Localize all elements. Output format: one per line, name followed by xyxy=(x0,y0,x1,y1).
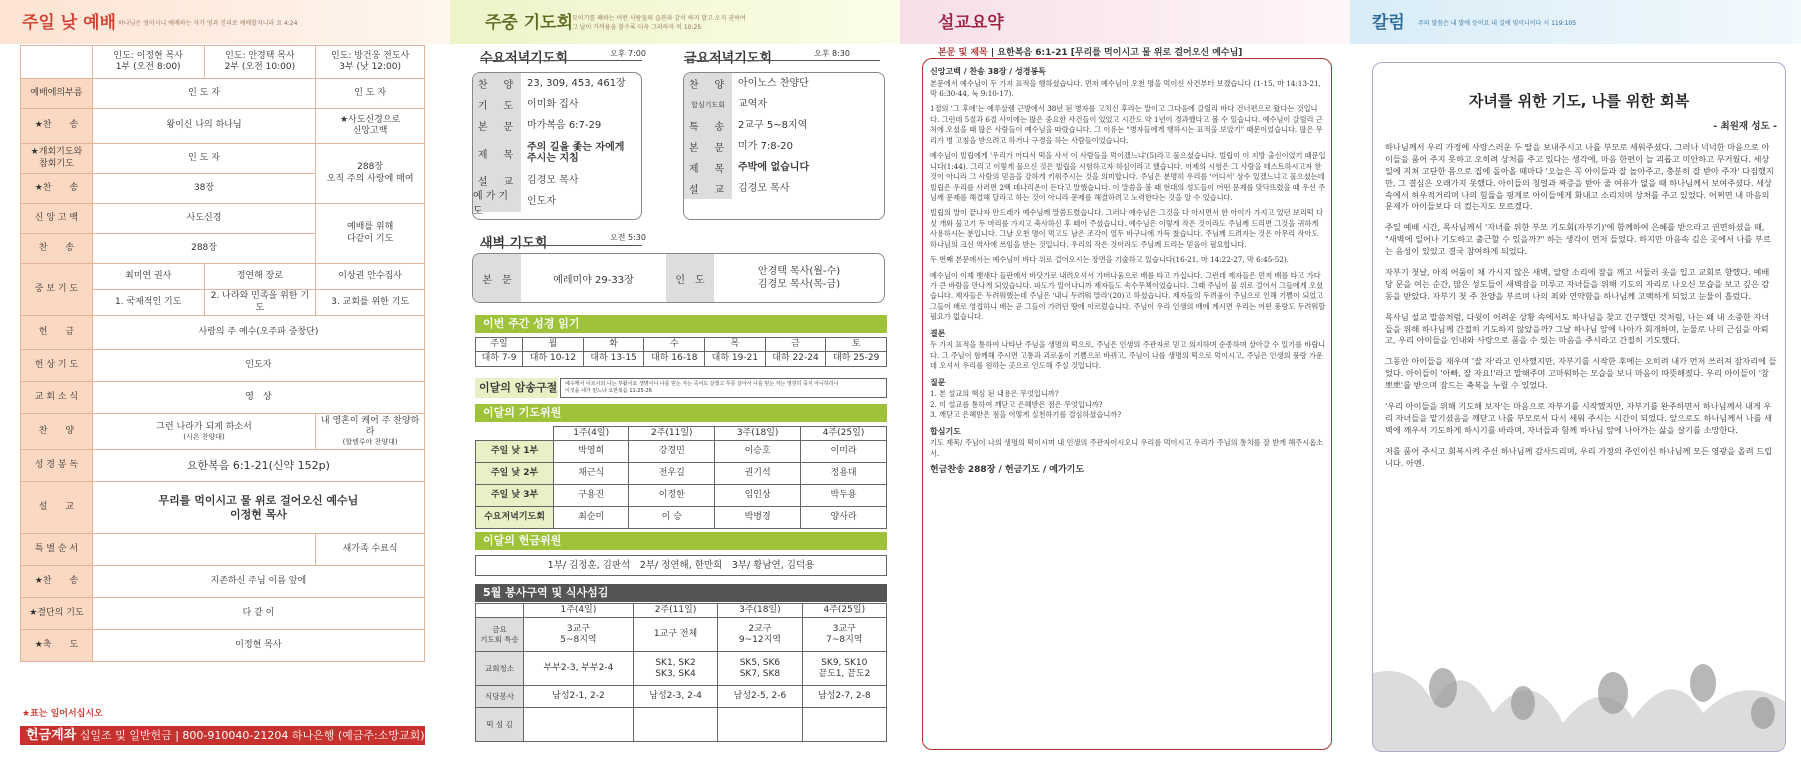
row-label: 주일 낮 3부 xyxy=(476,485,554,507)
line: 떡 섬 김 xyxy=(486,720,513,730)
info-row xyxy=(684,94,884,115)
bible-reading: 대하 13-15 xyxy=(583,352,644,366)
row-label: ★찬 송 xyxy=(21,174,93,204)
line: 예수께서 이르시되 나는 부활이요 생명이니 나를 믿는 자는 죽어도 살겠고 무릇 살아서 나를 믿는 자는 영원히 죽지 아니하리니 xyxy=(565,381,839,387)
row-label: 교 회 소 식 xyxy=(21,382,93,414)
sermon-value xyxy=(92,482,424,534)
row-label: 신 앙 고 백 xyxy=(21,204,93,234)
prayer-committee-title: 이달의 기도위원 xyxy=(475,404,887,422)
info-row xyxy=(684,136,884,157)
worship-title: 주일 낮 예배 xyxy=(22,13,116,33)
service-table xyxy=(475,603,887,742)
divider xyxy=(684,60,880,61)
row-value: 사도신경 xyxy=(92,204,315,234)
table-cell xyxy=(718,708,802,742)
bible-reading: 대하 19-21 xyxy=(705,352,766,366)
divider xyxy=(480,245,642,246)
line: 김경모 목사(목-금) xyxy=(757,279,841,290)
table-cell xyxy=(633,652,717,686)
row-label xyxy=(476,708,524,742)
bible-day: 월 xyxy=(523,338,584,352)
section-heading: 합심기도 xyxy=(930,426,961,436)
line: SK7, SK8 xyxy=(739,668,781,679)
tulip-shape xyxy=(1751,697,1775,729)
row-value: 사랑의 주 예수(오주파 중창단) xyxy=(92,316,424,350)
row-label: ★찬 송 xyxy=(21,109,93,144)
memory-title: 이달의 암송구절 xyxy=(475,378,558,398)
bible-table xyxy=(475,337,887,367)
line: 신앙고백 xyxy=(352,126,388,136)
blank-cell xyxy=(476,604,524,618)
info-row xyxy=(684,73,884,94)
row-label: 예배에의부름 xyxy=(21,79,93,109)
dawn-title: 새벽 기도회 xyxy=(480,236,548,251)
line: (할렐루야 찬양대) xyxy=(342,438,398,447)
prayer-name: 정연해 장로 xyxy=(204,264,316,290)
row-label xyxy=(476,652,524,686)
row-value: 인 도 자 xyxy=(316,79,425,109)
section-heading: 신앙고백 / 찬송 38장 / 성경봉독 xyxy=(930,67,1046,76)
table-cell xyxy=(524,708,634,742)
service-2-head xyxy=(204,46,316,79)
info-key: 찬 양 xyxy=(473,73,521,94)
info-key: 본 문 xyxy=(473,115,521,136)
table-row xyxy=(476,618,887,652)
line: 남성2-5, 2-6 xyxy=(733,691,787,702)
column-subtitle: 주의 말씀은 내 발에 등이요 내 길에 빛이니이다 시 119:105 xyxy=(1418,20,1577,27)
info-key: 설 교 xyxy=(684,178,732,199)
table-cell: 채근식 xyxy=(554,463,629,485)
table-cell: 전우길 xyxy=(629,463,715,485)
prayer-subtitle-2: 그 날이 가까움을 볼수록 더욱 그리하자 히 10:25 xyxy=(572,24,702,31)
row-label: 헌 상 기 도 xyxy=(21,350,93,382)
column-head: 3주(18일) xyxy=(715,427,801,441)
wed-time: 오후 7:00 xyxy=(610,49,646,58)
line: 다같이 기도 xyxy=(346,233,394,244)
row-value: 인도자 xyxy=(92,350,424,382)
fri-box xyxy=(683,72,885,220)
line: 그런 나라가 되게 하소서 xyxy=(156,421,252,432)
table-row xyxy=(476,708,887,742)
paragraph: 저를 품어 주시고 회복시켜 주신 하나님께 감사드리며, 우리 가정의 주인이신 하나님께 모든 영광을 올려 드립니다. 아멘. xyxy=(1385,445,1773,468)
prayer-subtitle-1: 모이기를 폐하는 어떤 사람들의 습관과 같이 하지 말고 오직 권하여 xyxy=(572,15,746,22)
table-row xyxy=(476,485,887,507)
line: 남성2-7, 2-8 xyxy=(818,691,871,702)
worship-subtitle: 하나님은 영이시니 예배하는 자가 영과 진리로 예배할지니라 요 4:24 xyxy=(118,20,298,27)
tulip-shape xyxy=(1690,664,1716,702)
line: (시온 찬양대) xyxy=(183,432,225,441)
row-label: ★축 도 xyxy=(21,630,93,662)
bible-day: 화 xyxy=(583,338,644,352)
table-row xyxy=(476,427,887,441)
table-cell: 최순미 xyxy=(554,507,629,529)
row-label xyxy=(476,686,524,708)
memory-box xyxy=(560,378,887,398)
offering-committee-title: 이달의 헌금위원 xyxy=(475,532,887,550)
service-1-head xyxy=(92,46,204,79)
table-cell xyxy=(802,708,886,742)
row-label: 중 보 기 도 xyxy=(21,264,93,316)
prayer-committee-table xyxy=(475,426,887,529)
table-cell xyxy=(633,708,717,742)
dawn-text: 예레미야 29-33장 xyxy=(553,274,634,286)
sub-text: | 요한복음 6:1-21 [무리를 먹이시고 물 위로 걸어오신 예수님] xyxy=(987,48,1243,58)
bible-day: 목 xyxy=(705,338,766,352)
info-row xyxy=(684,115,884,136)
info-line: 주의 길을 좇는 자에게 xyxy=(527,141,625,153)
divider xyxy=(480,60,642,61)
sermon-title: 설교요약 xyxy=(938,13,1004,33)
line: ★사도신경으로 xyxy=(340,114,401,125)
table-cell: 구용진 xyxy=(554,485,629,507)
worship-header xyxy=(0,0,450,44)
paragraph: '우리 아이들을 위해 기도해 보자'는 마음으로 자부기를 시작했지만, 자부기를 완주하면서 하나님께서 내게 우리 자녀들을 맡기셨음을 깨닫고 나를 부모로서 다시 세워 주시는 시간이 되었다. 앞으로도 하나님께서 나를 새벽에 깨우셔 기도하게 하시기를 바라며, 자녀들과 함께 하나님 앞에 나아가는 삶을 살기를 소망한다. xyxy=(1385,401,1773,435)
paragraph: 예수님이 이제 벳새다 들판에서 바닷가로 내려오셔서 가버나움으로 배를 타고 가십니다. 그런데 제자들은 먼저 배를 타고 가다가 큰 바람을 만나게 되었습니다. 파도가 일어나니까 제자들도 속수무책이었습니다. 그때 주님이 물 위로 걸어서 그들에게 오셨습니다. 제자들은 두려워했는데 주님은 '내니 두려워 말라'(20)고 하셨습니다. 제자들의 두려움이 주님으로 인해 기쁨이 되었고 그들이 배로 영접하니 배는 곧 그들이 가려던 땅에 이르렀습니다. 주님이 우리 인생의 배에 계시면 우리는 어떤 풍랑도 두려워할 필요가 없습니다. xyxy=(930,270,1326,322)
row-value: 인 도 자 xyxy=(92,79,315,109)
paragraph: 하나님께서 우리 가정에 사랑스러운 두 딸을 보내주시고 나를 부모로 세워주셨다. 그러나 넉넉한 마음으로 아이들을 품어 주지 못하고 오히려 상처를 주고 있다는 생각에, 마음 한편이 늘 괴롭고 미안하고 무거웠다. 세상일에 지쳐 고단한 몸으로 집에 돌아올 때마다 '오늘은 꼭 아이들과 잘 놀아주고, 충분히 잘 받아 주자' 다짐했지만, 그 결심은 오래가지 못했다. 아이들의 칭얼과 짜증을 받아 줄 여유가 없을 때 하나님께서 보여주셨다. 세상 속에서 허우적거리며 나의 힘듦을 핑계로 아이들에게 화내고 소리치며 상처를 주고 있었다. 어쩌면 내 마음의 문제가 아이들보다 더 컸는지도 모르겠다. xyxy=(1385,142,1774,212)
info-line: 주시는 지침 xyxy=(527,153,579,164)
paragraph: 기도 제목/ 주님이 나의 생명의 떡이시며 내 인생의 주관자이시오니 우리를 먹이시고 우리가 주님의 통치를 잘 받게 해주시옵소서. xyxy=(930,438,1324,458)
table-cell: 박두용 xyxy=(801,485,887,507)
column-head: 1주(4일) xyxy=(524,604,634,618)
row-label: 수요저녁기도회 xyxy=(476,507,554,529)
sermon-footer: 헌금찬송 288장 / 헌금기도 / 예가기도 xyxy=(930,465,1085,476)
row-label: 특 별 순 서 xyxy=(21,534,93,566)
info-value: 김경모 목사 xyxy=(527,174,579,186)
service-3-head xyxy=(316,46,425,79)
row-value: 지존하신 주님 이름 앞에 xyxy=(92,566,424,598)
bible-reading: 대하 16-18 xyxy=(644,352,705,366)
table-cell: 이 승 xyxy=(629,507,715,529)
info-key: 합심기도회 xyxy=(684,94,732,115)
bible-reading: 대하 7-9 xyxy=(476,352,523,366)
prayer-topic: 3. 교회를 위한 기도 xyxy=(316,290,425,316)
row-value xyxy=(316,109,425,144)
table-cell xyxy=(802,652,886,686)
paragraph: 본문에서 예수님이 두 가지 표적을 행하셨습니다. 먼저 예수님이 오천 명을 먹이신 사건부터 보겠습니다 (1-15, 마 14:13-21, 막 6:30-44, 눅 9:10-17). xyxy=(930,78,1321,99)
table-row xyxy=(476,652,887,686)
dawn-leaders xyxy=(714,265,884,291)
row-label: 성 경 봉 독 xyxy=(21,450,93,482)
table-cell xyxy=(633,618,717,652)
dawn-key: 본 문 xyxy=(473,254,521,302)
column-head: 3주(18일) xyxy=(718,604,802,618)
paragraph: 주일 예배 시간, 목사님께서 '자녀를 위한 부모 기도회(자부기)'에 함께하여 은혜를 받으라고 권면하셨을 때, "새벽에 일어나 기도하고 출근할 수 있을까?" 하는 생각이 먼저 들었다. 하지만 마음속 깊은 곳에서 나를 부르는 음성이 있었고 결국 참여하게 되었다. xyxy=(1385,222,1771,257)
line: 금요 xyxy=(492,625,507,635)
table-cell xyxy=(633,686,717,708)
table-cell xyxy=(524,686,634,708)
table-row xyxy=(476,463,887,485)
wed-box xyxy=(472,72,642,220)
info-value: 마가복음 6:7-29 xyxy=(527,119,602,131)
line: 288장 xyxy=(357,162,384,173)
info-row xyxy=(473,115,641,136)
blank-cell xyxy=(476,427,554,441)
info-key: 제 목 xyxy=(473,136,521,170)
info-row xyxy=(684,157,884,178)
leader-3: 인도: 방건웅 전도사 xyxy=(330,50,410,61)
table-row xyxy=(476,507,887,529)
line: 참회기도 xyxy=(39,158,74,169)
bible-title: 이번 주간 성경 읽기 xyxy=(475,315,887,333)
info-key: 특 송 xyxy=(684,115,732,136)
line: 예배를 위해 xyxy=(346,222,394,233)
section-heading: 결론 xyxy=(930,328,946,338)
table-cell: 박영희 xyxy=(554,441,629,463)
info-row xyxy=(473,94,641,115)
table-cell: 양사라 xyxy=(801,507,887,529)
info-value: 2교구 5~8지역 xyxy=(738,119,808,131)
line: 3교구 xyxy=(832,623,856,634)
worship-order-panel xyxy=(0,0,450,768)
line: 1교구 전체 xyxy=(653,629,698,640)
row-value: 영 상 xyxy=(92,382,424,414)
time-1: 1부 (오전 8:00) xyxy=(115,62,181,72)
info-row xyxy=(473,190,641,217)
table-cell: 임인상 xyxy=(715,485,801,507)
paragraph: 1절의 '그 후에'는 예루살렘 근방에서 38년 된 병자를 고치신 후라는 말이고 그다음에 갈릴리 바다 건너편으로 왔다는 것입니다. 그런데 5절과 6절 사이에는 많은 중요한 사건들이 있었고 시간도 약 1년이 경과했다고 볼 수 있습니다. 예수님이 갈릴리 근처에 오셨을 때 많은 사람들이 예수님을 따랐습니다. 그 이유는 "병자들에게 행하시는 표적을 보았기" 때문이었습니다. 많은 무리가 병 고침을 받으려고 하거나 구경을 하는 사람들이었습니다. xyxy=(930,104,1323,145)
line: 7~8지역 xyxy=(826,634,863,645)
row-value: 288장 xyxy=(92,234,315,264)
line: 2교구 xyxy=(748,623,772,634)
table-cell xyxy=(524,618,634,652)
line: 오직 주의 사랑에 매여 xyxy=(326,173,414,184)
weekday-prayer-panel xyxy=(450,0,900,768)
info-key: 예가기도 xyxy=(473,191,521,212)
info-value: 교역자 xyxy=(738,98,767,110)
line: 끝도1, 끝도2 xyxy=(818,668,871,679)
prayer-name: 최미연 권사 xyxy=(92,264,204,290)
dawn-key: 인 도 xyxy=(666,254,714,302)
wed-title: 수요저녁기도회 xyxy=(480,51,568,66)
column-head: 4주(25일) xyxy=(801,427,887,441)
table-cell xyxy=(718,618,802,652)
question: 1. 본 설교의 핵심 된 내용은 무엇입니까? xyxy=(930,389,1059,399)
table-cell: 이미라 xyxy=(801,441,887,463)
bible-reading: 대하 22-24 xyxy=(765,352,826,366)
section-heading: 질문 xyxy=(930,377,946,387)
column-head: 2주(11일) xyxy=(629,427,715,441)
account-text: 십일조 및 일반헌금 | 800-910040-21204 하나은행 (예금주:소망교회) xyxy=(76,729,425,742)
paragraph: 그동안 아이들을 재우며 '잘 자'라고 인사했지만, 자부기를 시작한 후에는 오히려 내가 먼저 쓰러져 잠자리에 들었다. 아이들이 '아빠, 잘 자요!'라고 말해주며 고마워하는 모습을 보니 마음이 따뜻해졌다. 우리 아이들이 '참 뽀뽀'를 받으며 잠드는 축복을 누릴 수 있었다. xyxy=(1385,356,1777,391)
row-value: 다 같 이 xyxy=(92,598,424,630)
prayer-title: 주중 기도회 xyxy=(485,13,574,33)
leader-1: 인도: 이정현 목사 xyxy=(113,50,183,61)
worship-order-table xyxy=(20,45,425,662)
row-value xyxy=(92,534,315,566)
column-head: 1주(4일) xyxy=(554,427,629,441)
leader-2: 인도: 안경택 목사 xyxy=(225,50,295,61)
standing-note: ★표는 일어서십시오 xyxy=(22,709,103,719)
line: 5~8지역 xyxy=(560,634,597,645)
info-value: 23, 309, 453, 461장 xyxy=(527,77,626,89)
row-label: ★찬 송 xyxy=(21,566,93,598)
column-title: 칼럼 xyxy=(1372,13,1405,33)
bible-reading: 대하 25-29 xyxy=(826,352,887,366)
row-label: 찬 양 xyxy=(21,414,93,450)
row-label: 주일 낮 2부 xyxy=(476,463,554,485)
line: 부부2-3, 부부2-4 xyxy=(543,663,614,674)
blank-cell xyxy=(21,46,93,79)
sermon-subtitle xyxy=(938,45,1242,58)
info-key: 찬 양 xyxy=(684,73,732,94)
question: 2. 이 설교를 통하여 깨닫고 은혜받은 점은 무엇입니까? xyxy=(930,399,1103,409)
info-value: 아이노스 찬양단 xyxy=(738,77,809,89)
row-label: 찬 송 xyxy=(21,234,93,264)
bible-day: 수 xyxy=(644,338,705,352)
line: 내 영혼이 케어 주 찬양하라 xyxy=(320,415,420,438)
row-label: ★결단의 기도 xyxy=(21,598,93,630)
line: SK3, SK4 xyxy=(655,668,696,679)
table-cell: 이승호 xyxy=(715,441,801,463)
row-label: 설 교 xyxy=(21,482,93,534)
table-cell xyxy=(802,686,886,708)
info-value: 김경모 목사 xyxy=(738,182,790,194)
line: 안경택 목사(월-수) xyxy=(757,266,841,277)
account-label: 헌금계좌 xyxy=(26,728,77,743)
sub-label: 본문 및 제목 xyxy=(938,48,988,58)
row-label xyxy=(476,618,524,652)
bible-day: 토 xyxy=(826,338,887,352)
table-row xyxy=(476,604,887,618)
info-key: 기 도 xyxy=(473,94,521,115)
table-cell: 박병경 xyxy=(715,507,801,529)
line: 이것을 네가 믿느냐 요한복음 11:25-26 xyxy=(565,387,652,394)
row-value xyxy=(316,204,425,264)
row-value: 이정현 목사 xyxy=(92,630,424,662)
table-row xyxy=(476,686,887,708)
line: 무리를 먹이시고 물 위로 걸어오신 예수님 xyxy=(158,493,359,507)
line: 3교구 xyxy=(566,623,590,634)
column-heading: 자녀를 위한 기도, 나를 위한 회복 xyxy=(1468,92,1690,110)
info-value: 이미화 집사 xyxy=(527,98,579,110)
column-head: 2주(11일) xyxy=(633,604,717,618)
info-value: 인도자 xyxy=(527,195,556,207)
info-row xyxy=(684,178,884,199)
table-cell xyxy=(718,652,802,686)
table-cell xyxy=(802,618,886,652)
line: 남성2-1, 2-2 xyxy=(552,691,605,702)
fri-time: 오후 8:30 xyxy=(814,49,850,58)
line: SK5, SK6 xyxy=(739,657,781,668)
line: ★개회기도와 xyxy=(30,147,83,158)
line: 기도회 특송 xyxy=(480,634,519,644)
line: 9~12지역 xyxy=(738,634,781,645)
row-label: 주일 낮 1부 xyxy=(476,441,554,463)
bible-day: 주일 xyxy=(476,338,523,352)
row-value: 왕이신 나의 하나님 xyxy=(92,109,315,144)
info-key: 본 문 xyxy=(684,136,732,157)
paragraph: 빌립의 말이 끝나자 안드레가 예수님께 말씀드렸습니다. 그러나 예수님은 그것을 다 아시면서 한 아이가 가지고 있던 보리떡 다섯 개와 물고기 두 마리를 가지고 축사하신 후 떼어 주셨습니다. 예수님은 이렇게 작은 것이라도 주님께 드리면 그것을 귀하게 사용하시는 분입니다. 그날 오천 명이 먹고도 남은 조각이 열두 바구니에 가득 찼습니다. 주님께 드려지는 것은 아무리 작아도 하나님의 크신 역사에 쓰임을 받는 것입니다. 우리의 작은 것이라도 주님께 드리는 믿음이 필요합니다. xyxy=(930,208,1323,249)
prayer-name: 이상권 안수집사 xyxy=(316,264,425,290)
info-key: 설 교 xyxy=(473,170,521,191)
line: 이정현 목사 xyxy=(229,507,287,521)
column-author: - 최원재 성도 - xyxy=(1713,121,1777,132)
column-header xyxy=(1350,0,1801,44)
line: 남성2-3, 2-4 xyxy=(649,691,702,702)
sermon-summary-panel xyxy=(900,0,1350,768)
tulip-shape xyxy=(1511,686,1535,720)
paragraph: 두 번째 본문에서는 예수님이 바다 위로 걸어오시는 장면을 기술하고 있습니다(16-21, 마 14:22-27, 막 6:45-52). xyxy=(930,255,1289,265)
row-value xyxy=(316,144,425,204)
row-value: 요한복음 6:1-21(신약 152p) xyxy=(92,450,424,482)
info-row xyxy=(473,73,641,94)
paragraph: 자부기 첫날, 아직 어둠이 채 가시지 않은 새벽, 알람 소리에 잠을 깨고 서둘러 옷을 입고 교회로 향했다. 예배당 문을 여는 순간, 많은 성도들이 새벽잠을 미루고 자녀들을 위해 기도의 자리로 나오신 모습을 보고 깊은 감동을 받았다. 자부기 첫 주 찬양을 부르며 나의 죄와 연약함을 하나님께 고백하게 되었고 눈물이 흘렀다. xyxy=(1385,267,1770,301)
prayer-topic: 2. 나라와 민족을 위한 기도 xyxy=(204,290,316,316)
info-value: 미가 7:8-20 xyxy=(738,140,793,152)
paragraph: 예수님이 빌립에게 '우리가 어디서 떡을 사서 이 사람들을 먹이겠느냐'(5)라고 물으셨습니다. 빌립이 이 지방 출신이었기 때문입니다(1:44). 그리고 이렇게 물으신 것은 빌립을 시험하고자 하심이라고 했습니다. 이제의 시험은 그 사람을 테스트하시고자 한 것이 아니라 그 사람의 믿음을 강하게 키워주시는 것을 의미합니다. 주님은 분명히 우리를 '어디서' 상수 있겠느냐고 물으셨는데 빌립은 우리를 사러면 2백 데나리온이 든다고 말했습니다. 이 말씀을 볼 때 현대의 성도들이 어떤 문제를 맞닥뜨렸을 때 우선 주님께 문제를 해결해 달라고 하는 것이 아니라 문제를 해결하려고 노력한다는 것을 알 수 있습니다. xyxy=(930,151,1326,202)
time-3: 3부 (낮 12:00) xyxy=(339,62,402,72)
table-cell: 이정한 xyxy=(629,485,715,507)
paragraph: 두 가지 표적을 통하여 나타난 주님을 생명의 떡으로, 주님은 인생의 주관자로 믿고 의지하며 순종하며 살아갈 수 있기를 바랍니다. 그 주님이 함께해 주시면 고통과 괴로움이 기쁨으로 바뀌고, 주님이 나를 생명의 떡으로 먹이시고, 주님은 인생의 풍랑 가운데 오셔서 우리를 원하는 곳으로 인도해 주실 것입니다. xyxy=(930,340,1326,371)
offering-committee-text: 1부/ 김정훈, 김판석 2부/ 정연해, 한만희 3부/ 황남연, 김덕용 xyxy=(475,555,887,576)
row-label xyxy=(21,144,93,174)
dawn-box xyxy=(472,253,885,303)
table-row xyxy=(476,441,887,463)
info-value xyxy=(521,142,624,165)
line: SK1, SK2 xyxy=(655,657,696,668)
tulip-shape xyxy=(1598,672,1628,714)
paragraph: 목사님 설교 말씀처럼, 다윗이 어려운 상황 속에서도 하나님을 찾고 간구했던 것처럼, 나는 왜 내 소중한 자녀들을 위해 하나님께 간절히 기도하지 않았을까? 그날 하나님 앞에 나아가 회개하며, 눈물로 나의 근심을 아뢰고, 우리 아이들을 인내와 사랑으로 품을 수 있는 마음을 주시라고 간절히 기도했다. xyxy=(1385,311,1770,346)
row-value xyxy=(92,414,315,450)
table-cell: 권기석 xyxy=(715,463,801,485)
prayer-topic: 1. 국제적인 기도 xyxy=(92,290,204,316)
service-title: 5월 봉사구역 및 식사섬김 xyxy=(475,584,887,602)
row-label: 헌 금 xyxy=(21,316,93,350)
table-cell: 강경민 xyxy=(629,441,715,463)
time-2: 2부 (오전 10:00) xyxy=(224,62,296,72)
tulip-shape xyxy=(1429,668,1457,708)
sermon-body xyxy=(930,64,1326,748)
column-head: 4주(25일) xyxy=(802,604,886,618)
row-value: 인 도 자 xyxy=(92,144,315,174)
line: 교회청소 xyxy=(485,664,514,674)
line: 식당봉사 xyxy=(485,692,514,702)
info-value: 주박에 없습니다 xyxy=(738,161,810,173)
fri-title: 금요저녁기도회 xyxy=(684,51,772,66)
sermon-header xyxy=(900,0,1350,44)
row-value: 38장 xyxy=(92,174,315,204)
info-key: 제 목 xyxy=(684,157,732,178)
row-value: 새가족 수료식 xyxy=(316,534,425,566)
line: SK9, SK10 xyxy=(821,657,868,668)
offering-account-bar xyxy=(20,726,425,745)
question: 3. 깨닫고 은혜받은 점을 어떻게 실천하기를 결심하셨습니까? xyxy=(930,410,1122,420)
table-cell xyxy=(524,652,634,686)
info-row xyxy=(473,136,641,170)
bible-reading: 대하 10-12 xyxy=(523,352,584,366)
row-value xyxy=(316,414,425,450)
dawn-time: 오전 5:30 xyxy=(610,233,646,242)
column-body xyxy=(1385,142,1777,478)
prayer-header xyxy=(450,0,900,44)
table-cell: 정용대 xyxy=(801,463,887,485)
table-cell xyxy=(718,686,802,708)
bible-day: 금 xyxy=(765,338,826,352)
column-panel xyxy=(1350,0,1801,768)
